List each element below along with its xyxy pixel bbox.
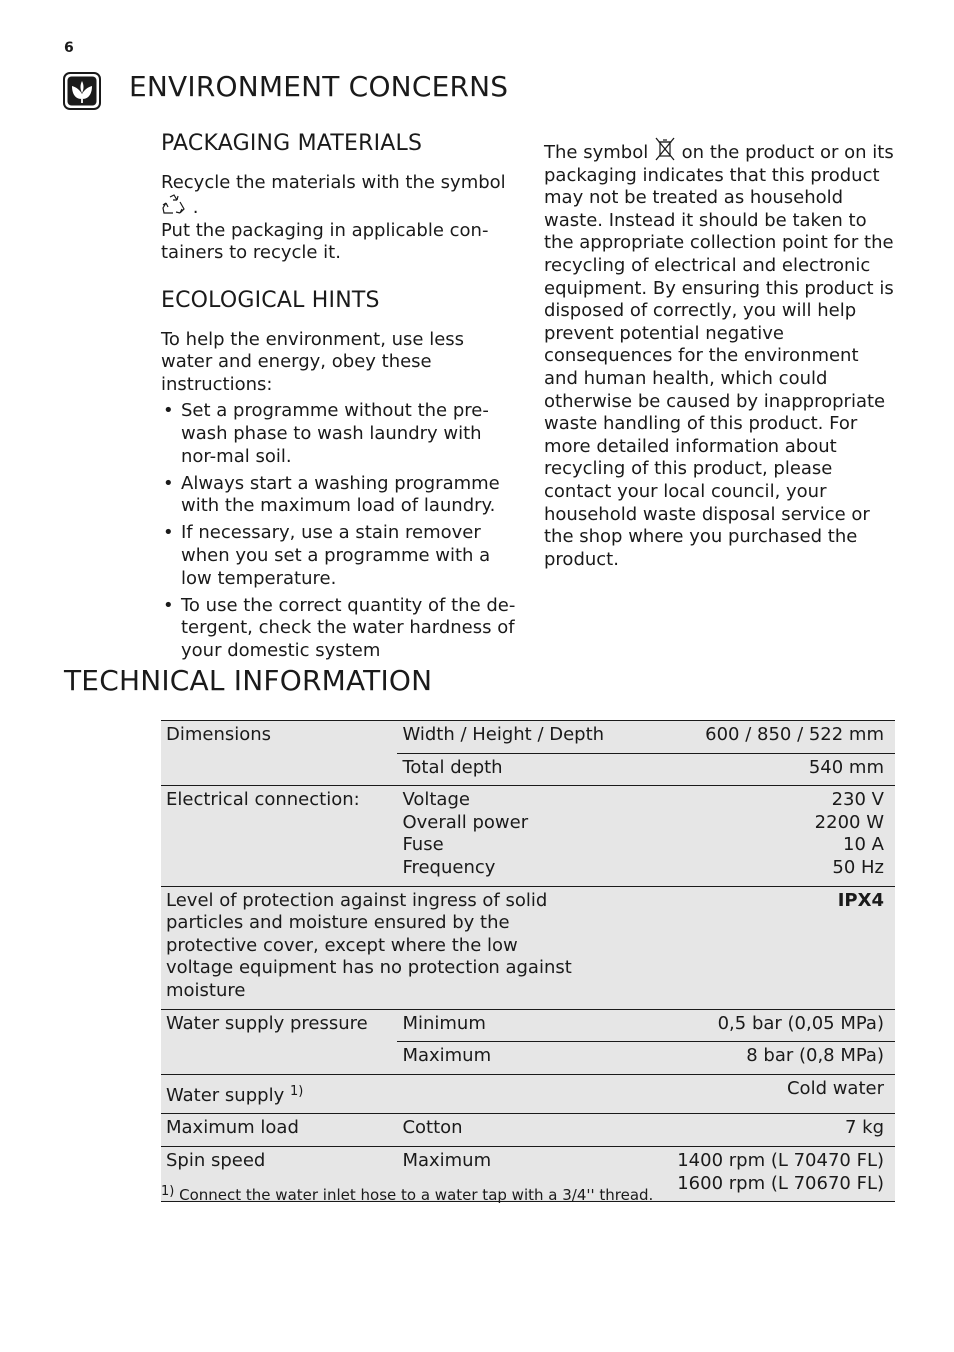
dimensions-sub-1: Width / Height / Depth	[397, 721, 628, 754]
dimensions-value-2: 540 mm	[628, 753, 895, 786]
electrical-value: 10 A	[843, 834, 884, 856]
footnote-mark: 1)	[161, 1184, 175, 1199]
electrical-label: Electrical connection:	[161, 786, 397, 886]
technical-table	[161, 720, 895, 1202]
electrical-sub-labels	[397, 786, 628, 886]
protection-value: IPX4	[628, 886, 895, 1009]
max-load-value: 7 kg	[628, 1114, 895, 1147]
footnote-text: Connect the water inlet hose to a water tap with a 3/4'' thread.	[179, 1186, 654, 1204]
packaging-heading: PACKAGING MATERIALS	[161, 131, 423, 156]
water-pressure-value-2: 8 bar (0,8 MPa)	[628, 1042, 895, 1075]
table-row	[161, 786, 895, 886]
electrical-values	[628, 786, 895, 886]
electrical-value: 50 Hz	[832, 856, 884, 878]
recycle-icon	[161, 194, 187, 216]
ecological-intro: To help the environment, use less water and energy, obey these instructions:	[161, 328, 465, 395]
spin-label: Spin speed	[161, 1146, 397, 1201]
packaging-text-2: Put the packaging in applicable con-tainers to recycle it.	[161, 219, 489, 264]
water-supply-value: Cold water	[628, 1074, 895, 1114]
protection-label: Level of protection against ingress of solid particles and moisture ensured by the protective cover, except where the low voltage equipment has no protection against moisture	[161, 886, 628, 1009]
list-item: • Set a programme without the pre-wash phase to wash laundry with nor-mal soil.	[161, 400, 516, 468]
spin-value: 1600 rpm (L 70670 FL)	[677, 1172, 884, 1194]
electrical-value: 230 V	[831, 789, 884, 811]
max-load-sub: Cotton	[397, 1114, 628, 1147]
packaging-text	[161, 172, 516, 265]
water-pressure-value-1: 0,5 bar (0,05 MPa)	[628, 1009, 895, 1042]
spin-value: 1400 rpm (L 70470 FL)	[677, 1149, 884, 1171]
water-pressure-sub-1: Minimum	[397, 1009, 628, 1042]
right-column	[544, 137, 894, 571]
dimensions-label: Dimensions	[161, 721, 397, 786]
water-pressure-sub-2: Maximum	[397, 1042, 628, 1075]
left-column	[161, 133, 516, 667]
packaging-text-1-tail: .	[192, 197, 199, 219]
electrical-value: 2200 W	[814, 811, 884, 833]
table-row	[161, 1009, 895, 1042]
environment-title: ENVIRONMENT CONCERNS	[129, 70, 509, 103]
dimensions-value-1: 600 / 850 / 522 mm	[628, 721, 895, 754]
list-item: • Always start a washing programme with the maximum load of laundry.	[161, 473, 516, 518]
weee-body: on the product or on its packaging indicates that this product may not be treated as household waste. Instead it should be taken to the appropriate collection point for the recycling of electrical and electronic equipment. By ensuring this product is disposed of correctly, you will help prevent potential negative consequences for the environment and human health, which could otherwise be caused by inappropriate waste handling of this product. For more detailed information about recycling of this product, please contact your local council, your household waste disposal service or the shop where you purchased the product.	[544, 142, 894, 570]
water-supply-empty	[397, 1074, 628, 1114]
environment-leaf-icon	[63, 72, 101, 110]
electrical-sub-label: Fuse	[402, 834, 444, 856]
ecological-heading: ECOLOGICAL HINTS	[161, 287, 380, 313]
ecological-bullet-list	[161, 400, 516, 662]
table-row	[161, 721, 895, 754]
list-item: • If necessary, use a stain remover when you set a programme with a low temperature.	[161, 522, 516, 590]
water-supply-label-cell	[161, 1074, 397, 1114]
dimensions-sub-2: Total depth	[397, 753, 628, 786]
footnote-mark: 1)	[289, 1083, 304, 1099]
electrical-sub-label: Voltage	[402, 789, 470, 811]
list-item: • To use the correct quantity of the de-tergent, check the water hardness of your domestic system	[161, 595, 516, 663]
electrical-sub-label: Overall power	[402, 811, 529, 833]
electrical-sub-label: Frequency	[402, 856, 496, 878]
max-load-label: Maximum load	[161, 1114, 397, 1147]
table-row	[161, 1114, 895, 1147]
water-supply-label: Water supply	[166, 1084, 285, 1106]
weee-lead: The symbol	[544, 142, 649, 163]
spin-sub: Maximum	[397, 1146, 628, 1201]
table-row	[161, 1074, 895, 1114]
technical-title: TECHNICAL INFORMATION	[64, 664, 433, 697]
crossed-bin-icon	[654, 137, 676, 161]
weee-paragraph	[544, 137, 894, 571]
footnote	[161, 1184, 653, 1204]
page-number: 6	[64, 40, 74, 56]
table-row	[161, 886, 895, 1009]
spin-values	[628, 1146, 895, 1201]
packaging-text-1: Recycle the materials with the symbol	[161, 171, 506, 193]
water-pressure-label: Water supply pressure	[161, 1009, 397, 1074]
